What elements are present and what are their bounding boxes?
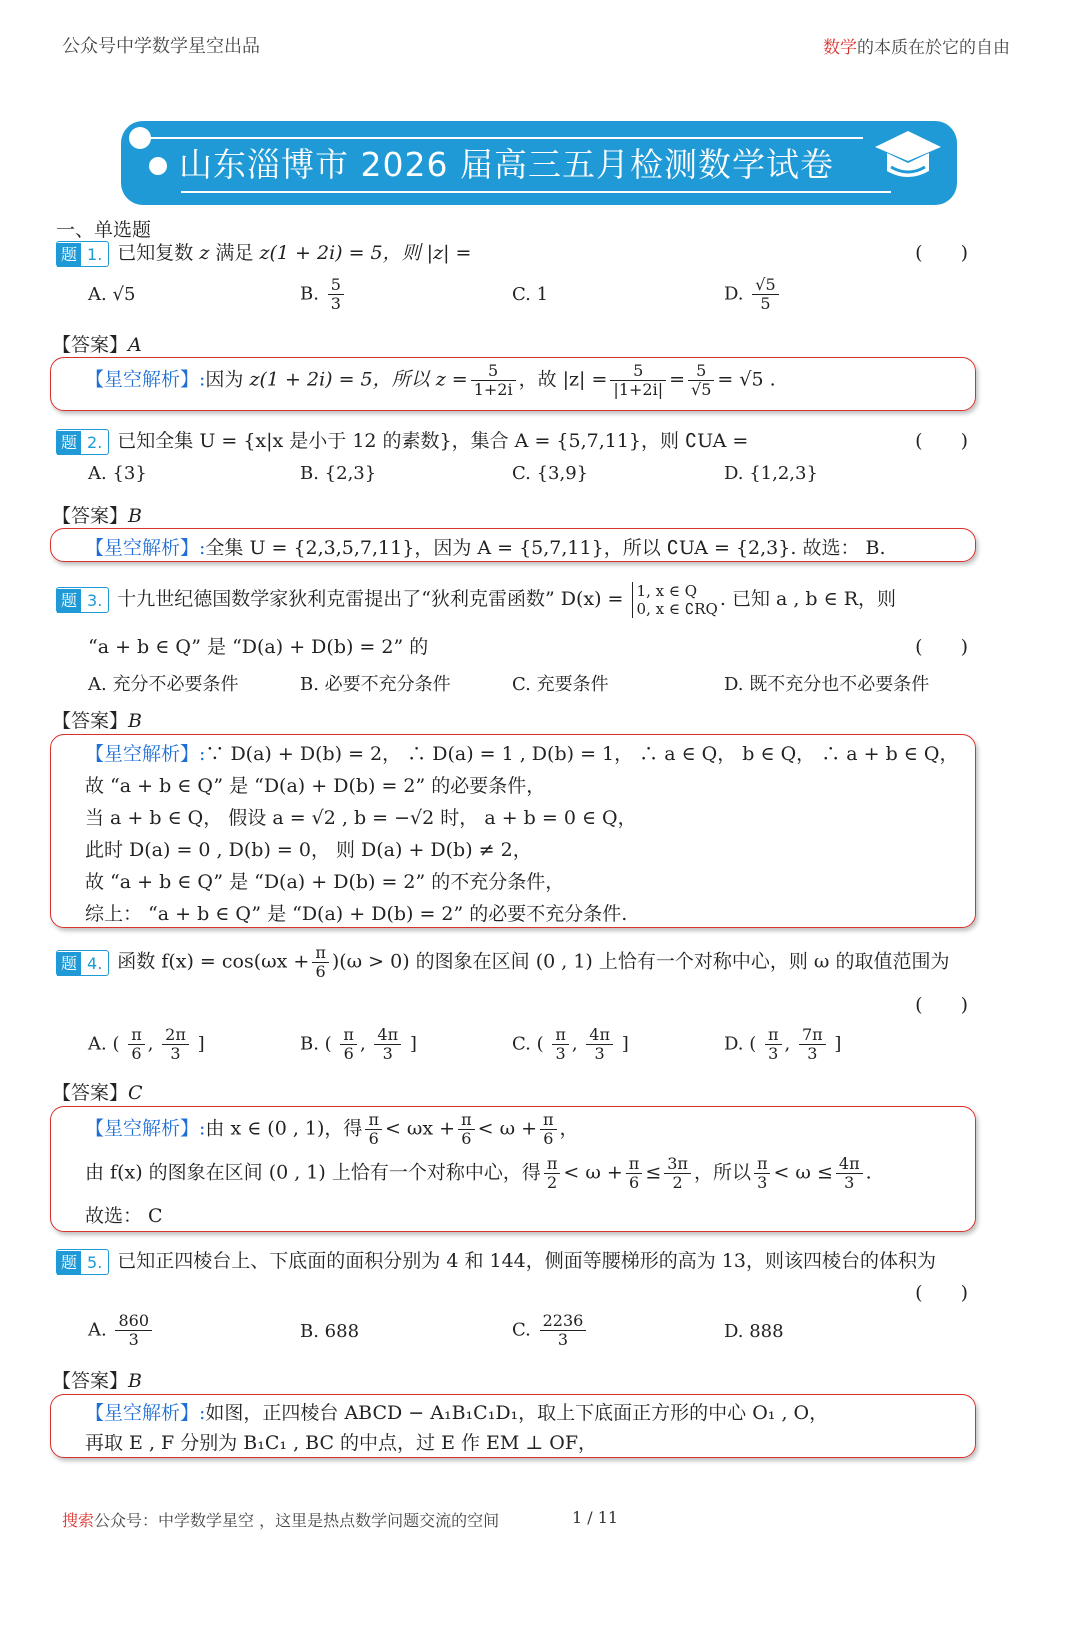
footer-text: 搜索公众号：中学数学星空 ，这里是热点数学问题交流的空间 xyxy=(62,1511,500,1530)
answer-paren: ( ) xyxy=(915,1282,968,1304)
answer-4: 【答案】C xyxy=(52,1082,143,1104)
options-1 xyxy=(88,276,988,322)
page-title: 山东淄博市 2026 届高三五月检测数学试卷 xyxy=(179,145,834,184)
option-b: B. 688 xyxy=(300,1321,360,1342)
option-d: D. 888 xyxy=(724,1321,784,1342)
solution-box-5: 【星空解析】:如图，正四棱台 ABCD − A₁B₁C₁D₁，取上下底面正方形的中心 O₁ , O， 再取 E , F 分别为 B₁C₁ , BC 的中点，过 E 作 EM ⊥ OF， xyxy=(50,1394,976,1458)
answer-paren: ( ) xyxy=(915,994,968,1016)
answer-paren: ( ) xyxy=(915,636,968,658)
answer-3: 【答案】B xyxy=(52,710,142,732)
question-1: 题 1. 已知复数 z 满足 z(1 + 2i) = 5，则 |z| = xyxy=(56,238,471,267)
option-a: A. √5 xyxy=(88,284,136,305)
option-a: A. $\frac{860}{3}$ xyxy=(88,1312,155,1349)
option-b: B. $\frac{5}{3}$ xyxy=(300,276,347,313)
question-4: 题 4. 函数 f(x) = cos(ωx + $\frac{\pi}{6}$ )(ω > 0) 的图象在区间 (0 , 1) 上恰有一个对称中心，则 ω 的取值范围为 xyxy=(56,944,949,981)
question-badge: 题 1. xyxy=(56,241,109,267)
page-number: 1 / 11 xyxy=(572,1508,619,1527)
question-3: 题 3. 十九世纪德国数学家狄利克雷提出了“狄利克雷函数” D(x) = 1, x ∈ Q 0, x ∈ ∁RQ . 已知 a , b ∈ R，则 xyxy=(56,582,896,618)
option-c: C. 1 xyxy=(512,284,549,305)
option-b: B. 必要不充分条件 xyxy=(300,674,451,695)
question-2: 题 2. 已知全集 U = {x|x 是小于 12 的素数}，集合 A = {5,7,11}，则 ∁UA = xyxy=(56,426,748,455)
option-c: C. {3,9} xyxy=(512,463,589,484)
option-d: D. 既不充分也不必要条件 xyxy=(724,674,930,695)
options-5 xyxy=(88,1312,988,1358)
option-d: D. {1,2,3} xyxy=(724,463,818,484)
options-3 xyxy=(88,670,988,696)
banner-dot xyxy=(149,157,167,175)
option-a: A. ( $\frac{\pi}{6}$ , $\frac{2\pi}{3}$ ] xyxy=(88,1025,205,1063)
option-c: C. ( $\frac{\pi}{3}$ , $\frac{4\pi}{3}$ ] xyxy=(512,1025,629,1063)
option-d: D. $\frac{√5}{5}$ xyxy=(724,276,782,313)
header-left: 公众号中学数学星空出品 xyxy=(62,36,260,57)
question-badge: 题 5. xyxy=(56,1249,109,1275)
option-c: C. $\frac{2236}{3}$ xyxy=(512,1312,589,1349)
option-b: B. {2,3} xyxy=(300,463,377,484)
solution-box-1: 【星空解析】:因为 z(1 + 2i) = 5，所以 z = $\frac{5}{1+2i}$ ，故 |z| = $\frac{5}{|1+2i|}$ = $\frac{5}{√5}$ = √5 . xyxy=(50,357,976,411)
option-d: D. ( $\frac{\pi}{3}$ , $\frac{7\pi}{3}$ ] xyxy=(724,1025,842,1063)
option-a: A. {3} xyxy=(88,463,147,484)
options-4 xyxy=(88,1026,988,1072)
header-right-red: 数学 xyxy=(823,38,857,58)
question-5: 题 5. 已知正四棱台上、下底面的面积分别为 4 和 144，侧面等腰梯形的高为 13，则该四棱台的体积为 xyxy=(56,1246,936,1275)
option-a: A. 充分不必要条件 xyxy=(88,674,239,695)
option-c: C. 充要条件 xyxy=(512,674,609,695)
graduation-cap-icon xyxy=(873,127,943,191)
solution-box-2: 【星空解析】:全集 U = {2,3,5,7,11}，因为 A = {5,7,11}，所以 ∁UA = {2,3}. 故选： B. xyxy=(50,528,976,562)
answer-paren: ( ) xyxy=(915,430,968,452)
question-3-line2: “a + b ∈ Q” 是 “D(a) + D(b) = 2” 的 xyxy=(88,636,429,658)
answer-1: 【答案】A xyxy=(52,334,142,356)
option-b: B. ( $\frac{\pi}{6}$ , $\frac{4\pi}{3}$ ] xyxy=(300,1025,417,1063)
question-badge: 题 4. xyxy=(56,950,109,976)
solution-box-3: 【星空解析】:∵ D(a) + D(b) = 2， ∴ D(a) = 1 , D(b) = 1， ∴ a ∈ Q， b ∈ Q， ∴ a + b ∈ Q， 故 “a + b ∈ Q” 是 “D(a) + D(b) = 2” 的必要条件， 当 a + b ∈ Q， 假设 a = √2 , b = −√2 时， a + b = 0 ∈ Q， 此时 D(a) = 0 , D(b) = 0， 则 D(a) + D(b) ≠ 2， 故 “a + b ∈ Q” 是 “D(a) + D(b) = 2” 的不充分条件， 综上： “a + b ∈ Q” 是 “D(a) + D(b) = 2” 的必要不充分条件. xyxy=(50,734,976,928)
header-right xyxy=(823,33,1010,58)
answer-2: 【答案】B xyxy=(52,505,142,527)
answer-paren: ( ) xyxy=(915,242,968,264)
section-heading: 一、单选题 xyxy=(56,219,152,241)
answer-5: 【答案】B xyxy=(52,1370,142,1392)
banner-line xyxy=(181,191,891,193)
options-2 xyxy=(88,463,988,489)
header-right-rest: 的本质在於它的自由 xyxy=(857,38,1010,58)
solution-box-4: 【星空解析】:由 x ∈ (0 , 1)，得 $\frac{\pi}{6}$ < ωx + $\frac{\pi}{6}$ < ω + $\frac{\pi}{6}$ ， 由 f(x) 的图象在区间 (0 , 1) 上恰有一个对称中心，得 $\frac{\pi}{2}$ < ω + $\frac{\pi}{6}$ ≤ $\frac{3\pi}{2}$ ，所以 $\frac{\pi}{3}$ < ω ≤ $\frac{4\pi}{3}$ . 故选： C xyxy=(50,1106,976,1232)
question-badge: 题 3. xyxy=(56,587,109,613)
question-badge: 题 2. xyxy=(56,429,109,455)
title-banner xyxy=(121,121,957,205)
